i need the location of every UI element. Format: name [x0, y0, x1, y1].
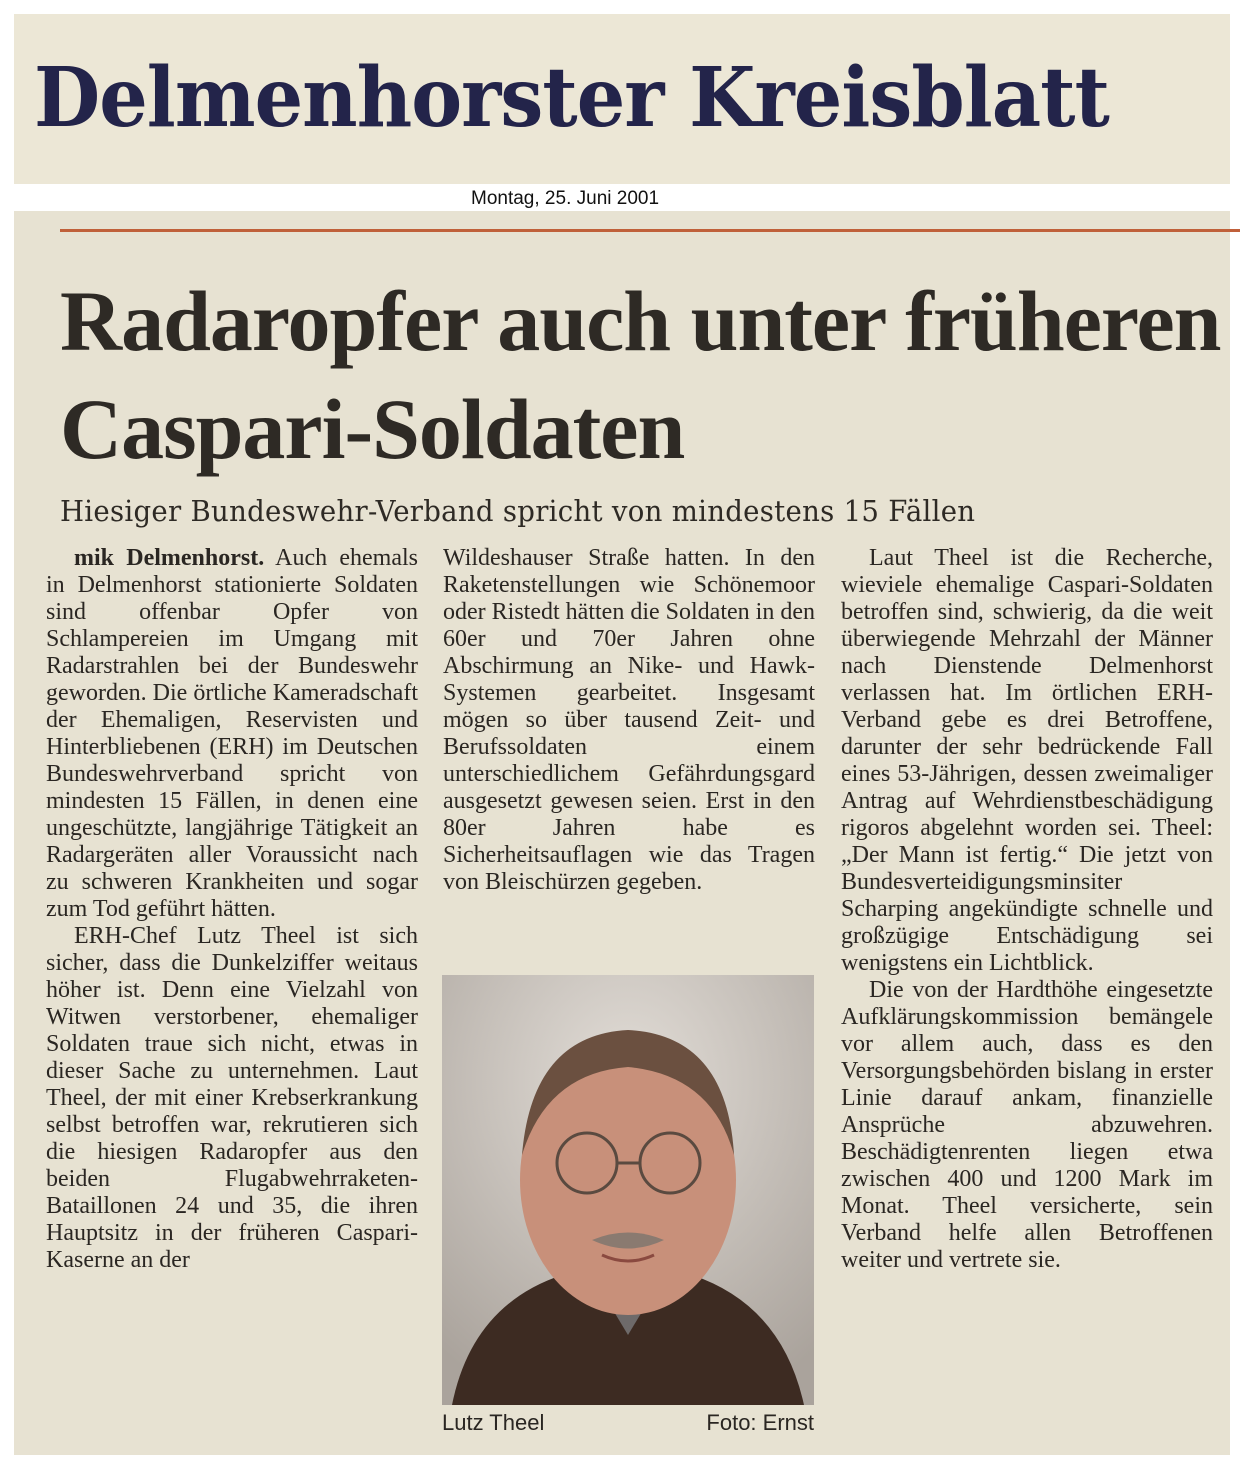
- masthead: [14, 14, 1230, 184]
- paragraph: Wildeshauser Straße hatten. In den Raketenstellungen wie Schönemoor oder Ristedt hätten die Soldaten in den 60er und 70er Jahren ohne Abschirmung an Nike- und Hawk-Systemen gearbeitet. Insgesamt mögen so über tausend Zeit- und Berufssoldaten einem unterschiedlichem Gefährdungsgard ausgesetzt gewesen seien. Erst in den 80er Jahren habe es Sicherheitsauflagen wie das Tragen von Bleischürzen gegeben.: [443, 545, 815, 895]
- headline: Radaropfer auch unter früheren Caspari-Soldaten: [60, 273, 1221, 477]
- portrait-photo: [442, 975, 814, 1405]
- paragraph: ERH-Chef Lutz Theel ist sich sicher, dass die Dunkelziffer weitaus höher ist. Denn eine Vielzahl von Witwen verstorbener, ehemaliger Soldaten traue sich nicht, etwas in dieser Sache zu unternehmen. Laut Theel, der mit einer Krebserkrankung selbst betroffen war, rekrutieren sich die hiesigen Radaropfer aus den beiden Flugabwehrraketen-Bataillonen 24 und 35, die ihren Hauptsitz in der früheren Caspari-Kaserne an der: [46, 923, 418, 1273]
- photo-caption: Lutz Theel: [442, 1410, 545, 1435]
- subheadline: Hiesiger Bundeswehr-Verband spricht von mindestens 15 Fällen: [60, 494, 976, 528]
- paragraph-text: Auch ehemals in Delmenhorst stationierte Soldaten sind offenbar Opfer von Schlampereien im Umgang mit Radarstrahlen bei der Bundeswehr geworden. Die örtliche Kameradschaft der Ehemaligen, Reservisten und Hinterbliebenen (ERH) im Deutschen Bundeswehrverband spricht von mindesten 15 Fällen, in denen eine ungeschützte, langjährige Tätigkeit an Radargeräten aller Voraussicht nach zu schweren Krankheiten und sogar zum Tod geführt hätten.: [46, 545, 419, 922]
- dateline: mik Delmenhorst.: [74, 545, 265, 571]
- portrait-image: [442, 975, 814, 1405]
- photo-caption-row: [442, 1410, 814, 1436]
- photo-credit: Foto: Ernst: [706, 1410, 814, 1435]
- header-rule: [60, 229, 1240, 232]
- paragraph: [46, 545, 418, 923]
- article-column-3: [841, 545, 1213, 1274]
- paragraph: Die von der Hardthöhe eingesetzte Aufklärungskommission bemängele vor allem auch, dass es den Versorgungsbehörden bislang in erster Linie darauf ankam, finanzielle Ansprüche abzuwehren. Beschädigtenrenten liegen etwa zwischen 400 und 1200 Mark im Monat. Theel versicherte, sein Verband helfe allen Betroffenen weiter und vertrete sie.: [841, 977, 1213, 1273]
- article-column-1: [46, 545, 418, 1274]
- issue-date: Montag, 25. Juni 2001: [471, 188, 660, 209]
- newspaper-logo: Delmenhorster Kreisblatt: [34, 50, 1109, 146]
- paragraph: Laut Theel ist die Recherche, wieviele ehemalige Caspari-Soldaten betroffen sind, schwierig, da die weit überwiegende Mehrzahl der Männer nach Dienstende Delmenhorst verlassen hat. Im örtlichen ERH-Verband gebe es drei Betroffene, darunter der sehr bedrückende Fall eines 53-Jährigen, dessen zweimaliger Antrag auf Wehrdienstbeschädigung rigoros abgelehnt worden sei. Theel: „Der Mann ist fertig.“ Die jetzt von Bundesverteidigungsminsiter Scharping angekündigte schnelle und großzügige Entschädigung sei wenigstens ein Lichtblick.: [841, 545, 1213, 976]
- article-column-2: [443, 545, 815, 896]
